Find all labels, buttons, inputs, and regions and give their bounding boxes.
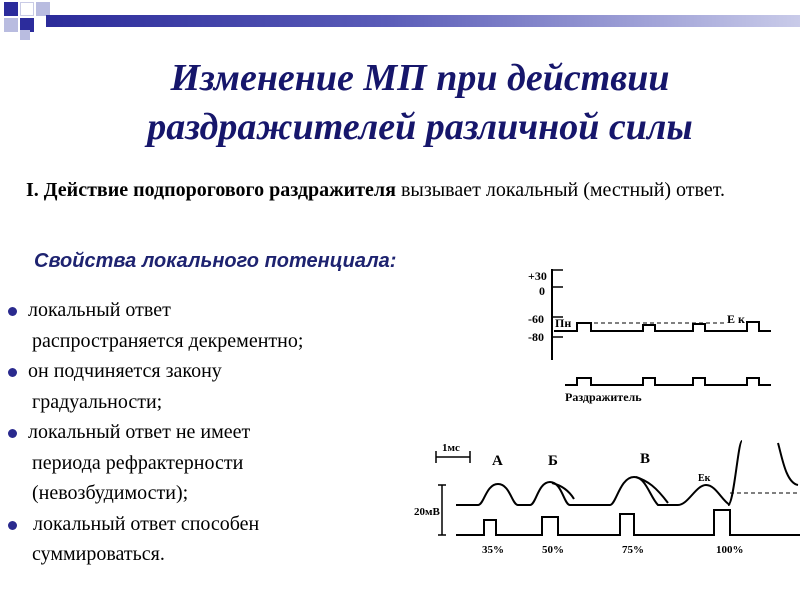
bullet-line: суммироваться. bbox=[32, 543, 165, 565]
voltage-scale-label: 20мВ bbox=[414, 506, 440, 518]
local-response-diagram bbox=[412, 437, 800, 560]
bullet-line: локальный ответ способен bbox=[28, 512, 260, 535]
bullet-list bbox=[6, 295, 396, 570]
stimulus-strength-label: 50% bbox=[542, 544, 564, 556]
y-tick-label: +30 bbox=[528, 269, 547, 283]
decor-square bbox=[4, 18, 18, 32]
bullet-line: он подчиняется закону bbox=[28, 360, 222, 382]
intro-bold: I. Действие подпорогового раздражителя bbox=[26, 179, 396, 201]
ek-label: Ек bbox=[698, 473, 711, 484]
subheading: Свойства локального потенциала: bbox=[34, 250, 397, 272]
stimulus-strength-label: 35% bbox=[482, 544, 504, 556]
title-line-1: Изменение МП при действии bbox=[170, 57, 670, 99]
y-tick-label: -80 bbox=[528, 330, 544, 344]
bullet-line: (невозбудимости); bbox=[32, 482, 189, 504]
decor-square bbox=[20, 30, 30, 40]
bullet-item bbox=[6, 356, 396, 417]
bullet-item bbox=[6, 295, 396, 356]
stimulus-label: Раздражитель bbox=[565, 390, 642, 404]
y-tick-label: 0 bbox=[539, 284, 545, 298]
bullet-line: градуальности; bbox=[32, 390, 163, 413]
bullet-item bbox=[6, 417, 396, 509]
decor-square bbox=[36, 2, 50, 16]
intro-rest: вызывает локальный (местный) ответ. bbox=[395, 179, 725, 201]
bullet-dot-icon bbox=[8, 429, 17, 438]
ek-label: Е к bbox=[727, 312, 745, 326]
intro-paragraph bbox=[26, 175, 786, 206]
slide-title bbox=[60, 54, 780, 152]
bullet-line: периода рефрактерности bbox=[32, 451, 244, 474]
decor-gradient-bar bbox=[46, 15, 800, 27]
bullet-item bbox=[6, 509, 396, 570]
bullet-dot-icon bbox=[8, 307, 17, 316]
top-decoration bbox=[0, 0, 800, 40]
panel-label: Б bbox=[548, 453, 558, 469]
y-tick-label: -60 bbox=[528, 312, 544, 326]
pn-label: Пн bbox=[555, 316, 572, 330]
time-scale-label: 1мс bbox=[442, 442, 460, 454]
bullet-dot-icon bbox=[8, 521, 17, 530]
title-line-2: раздражителей различной силы bbox=[147, 106, 693, 148]
bullet-line: локальный ответ bbox=[28, 299, 171, 321]
decor-square bbox=[4, 2, 18, 16]
panel-label: В bbox=[640, 451, 651, 467]
bullet-line: распространяется декрементно; bbox=[32, 329, 304, 352]
decor-square bbox=[20, 2, 34, 16]
stimulus-strength-label: 100% bbox=[716, 544, 744, 556]
panel-label: А bbox=[492, 453, 503, 469]
bullet-line: локальный ответ не имеет bbox=[28, 421, 251, 443]
stimulus-strength-label: 75% bbox=[622, 544, 644, 556]
membrane-potential-diagram bbox=[525, 265, 775, 410]
bullet-dot-icon bbox=[8, 368, 17, 377]
